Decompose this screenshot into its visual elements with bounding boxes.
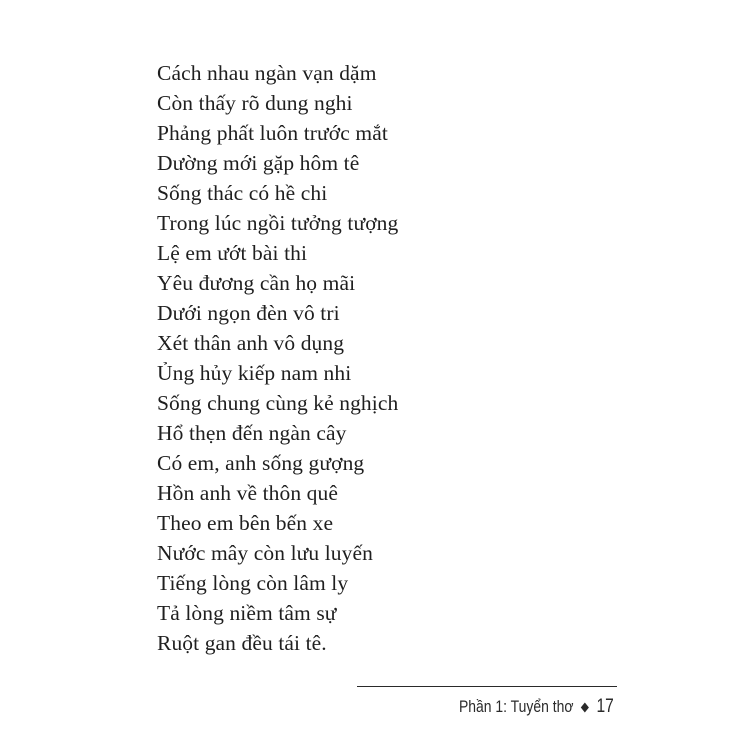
poem-line: Lệ em ướt bài thi <box>157 241 308 265</box>
section-title: Phần 1: Tuyển thơ <box>459 697 574 716</box>
poem-line: Xét thân anh vô dụng <box>157 331 345 355</box>
poem-line: Tả lòng niềm tâm sự <box>157 601 337 625</box>
poem-line: Còn thấy rõ dung nghi <box>157 91 353 115</box>
poem-line: Cách nhau ngàn vạn dặm <box>157 61 377 85</box>
poem-line: Hổ thẹn đến ngàn cây <box>157 421 347 445</box>
poem-line: Ủng hủy kiếp nam nhi <box>157 361 352 385</box>
poem-line: Dường mới gặp hôm tê <box>157 151 360 175</box>
page-number: 17 <box>596 696 614 717</box>
poem <box>157 58 398 658</box>
footer-divider <box>357 686 617 687</box>
poem-line: Trong lúc ngồi tưởng tượng <box>157 211 399 235</box>
poem-line: Dưới ngọn đèn vô tri <box>157 301 340 325</box>
poem-line: Phảng phất luôn trước mắt <box>157 121 388 145</box>
running-footer <box>459 696 614 718</box>
poem-line: Tiếng lòng còn lâm ly <box>157 571 349 595</box>
poem-line: Theo em bên bến xe <box>157 511 334 535</box>
poem-line: Ruột gan đều tái tê. <box>157 631 327 655</box>
poem-line: Nước mây còn lưu luyến <box>157 541 373 565</box>
diamond-bullet-icon <box>581 702 589 712</box>
poem-line: Yêu đương cần họ mãi <box>157 271 356 295</box>
poem-line: Có em, anh sống gượng <box>157 451 365 475</box>
poem-line: Hồn anh về thôn quê <box>157 481 339 505</box>
poem-line: Sống thác có hề chi <box>157 181 328 205</box>
poem-line: Sống chung cùng kẻ nghịch <box>157 391 399 415</box>
